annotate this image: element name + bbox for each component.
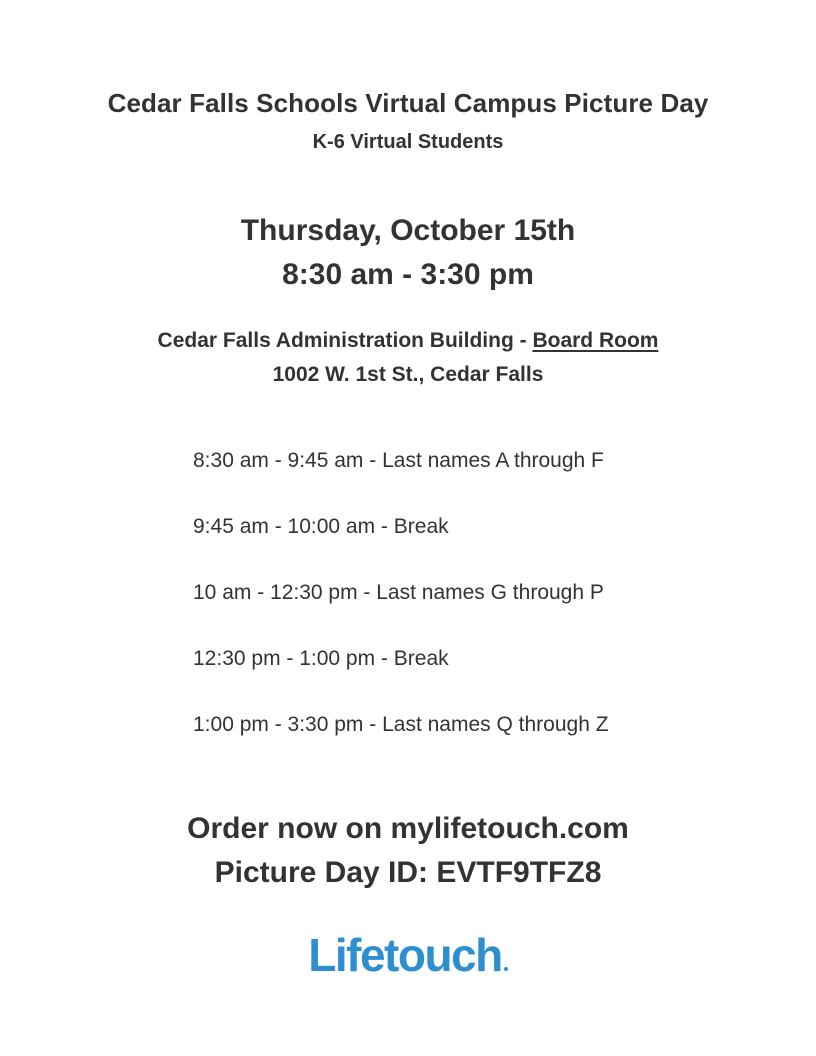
schedule-item: 9:45 am - 10:00 am - Break <box>193 515 449 538</box>
order-line: Order now on mylifetouch.com <box>187 812 629 845</box>
event-date: Thursday, October 15th <box>240 214 576 247</box>
room-name: Board Room <box>532 329 659 352</box>
event-address: 1002 W. 1st St., Cedar Falls <box>272 363 544 386</box>
page-subtitle: K-6 Virtual Students <box>312 131 504 153</box>
schedule-item: 10 am - 12:30 pm - Last names G through P <box>193 581 604 604</box>
picture-day-id: Picture Day ID: EVTF9TFZ8 <box>214 856 602 889</box>
schedule-item: 1:00 pm - 3:30 pm - Last names Q through Z <box>193 713 609 736</box>
lifetouch-logo <box>0 928 816 982</box>
event-building <box>0 329 816 353</box>
logo-dot-icon <box>504 967 508 971</box>
schedule-item: 8:30 am - 9:45 am - Last names A through F <box>193 449 604 472</box>
page-title: Cedar Falls Schools Virtual Campus Picture Day <box>107 88 709 118</box>
logo-wordmark: Lifetouch <box>308 929 502 981</box>
schedule-list <box>193 447 609 777</box>
event-time: 8:30 am - 3:30 pm <box>282 258 534 291</box>
building-name: Cedar Falls Administration Building - <box>157 329 533 352</box>
schedule-item: 12:30 pm - 1:00 pm - Break <box>193 647 449 670</box>
